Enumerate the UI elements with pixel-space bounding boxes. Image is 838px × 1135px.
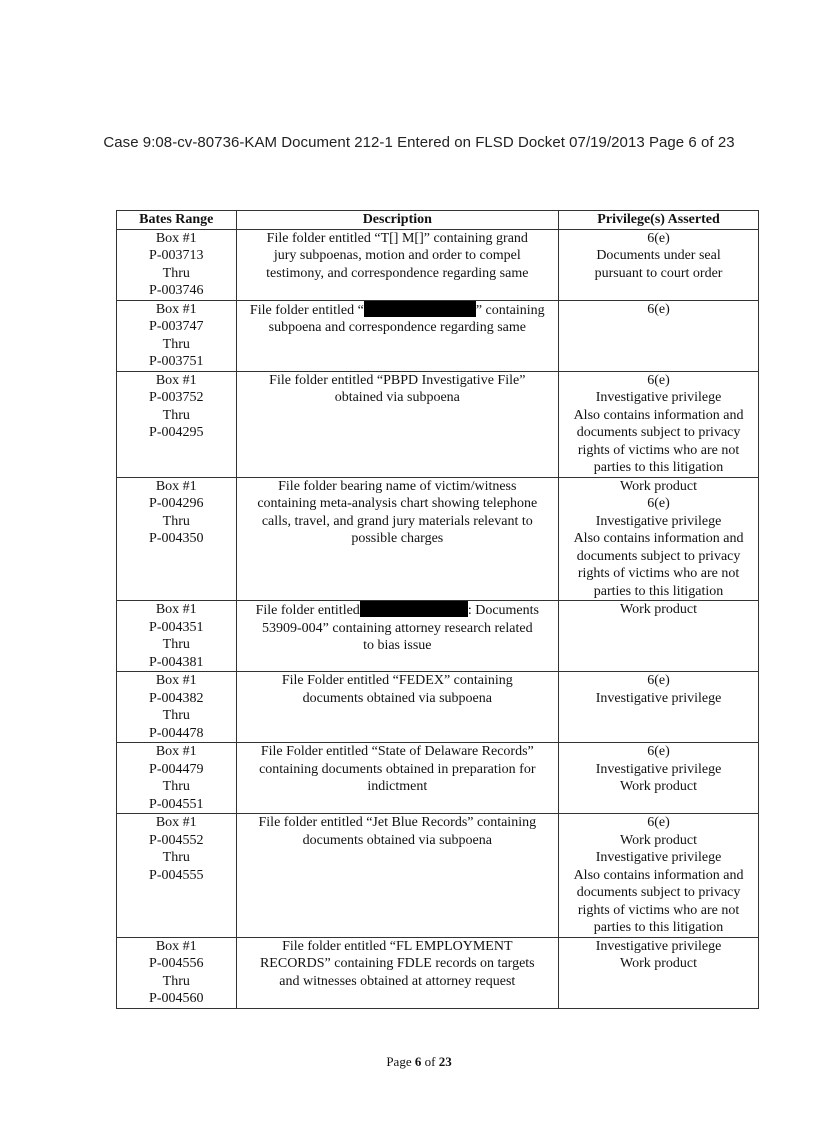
privilege-line: 6(e) [647,815,670,830]
privilege-line: rights of victims who are not [577,902,740,918]
privilege-line: parties to this litigation [593,460,724,475]
privilege-line: 6(e) [647,496,670,511]
description-line [240,301,556,320]
table-header-row [117,211,759,230]
bates-range-line: Box #1 [155,230,197,246]
bates-range-cell [117,229,237,300]
description-line: to bias issue [363,638,432,653]
bates-range-cell [117,743,237,814]
privilege-line: Investigative privilege [595,690,722,706]
description-line: containing meta-analysis chart showing telephone [257,496,538,511]
privilege-line: Work product [620,779,698,794]
description-line: obtained via subpoena [334,390,460,405]
column-header-description: Description [236,211,559,230]
bates-range-line: Box #1 [155,301,197,317]
bates-range-line: P-004381 [149,654,204,670]
description-line: documents obtained via subpoena [302,832,492,848]
privilege-cell [559,937,759,1008]
privilege-line: Investigative privilege [595,513,722,529]
column-header-bates-range: Bates Range [117,211,237,230]
footer-page-total: 23 [438,1054,452,1069]
privilege-line: 6(e) [647,301,670,317]
privilege-cell [559,814,759,938]
description-line: jury subpoenas, motion and order to compel [273,248,521,263]
privilege-line: rights of victims who are not [577,566,740,581]
footer-page-of: of [421,1054,439,1069]
description-line: testimony, and correspondence regarding same [266,265,529,281]
privilege-line: Also contains information and [573,407,744,423]
redaction-bar [364,301,476,317]
description-line: File folder entitled “FL EMPLOYMENT [282,938,513,954]
privilege-line: Investigative privilege [595,938,722,954]
bates-range-line: P-004295 [149,425,204,440]
privilege-cell [559,672,759,743]
bates-range-line: Thru [162,265,190,281]
table-row [117,672,759,743]
description-line: File folder entitled “Jet Blue Records” containing [258,815,537,830]
description-post-redaction: : Documents [467,603,539,618]
description-post-redaction: ” containing [475,302,545,318]
table-row [117,814,759,938]
bates-range-line: Thru [162,850,190,865]
privilege-line: pursuant to court order [594,265,723,281]
privilege-line: 6(e) [647,744,670,759]
privilege-line: documents subject to privacy [576,885,741,900]
bates-range-line: P-003752 [149,390,204,405]
bates-range-line: Box #1 [155,673,197,688]
privilege-line: 6(e) [647,673,670,688]
column-header-privileges: Privilege(s) Asserted [559,211,759,230]
description-line: File Folder entitled “State of Delaware Records” [260,744,534,759]
privilege-line: Investigative privilege [595,761,722,777]
privilege-cell [559,300,759,371]
description-line: calls, travel, and grand jury materials relevant to [261,513,533,529]
table-body [117,229,759,1008]
bates-range-cell [117,371,237,477]
bates-range-line: P-004351 [149,619,204,635]
page-footer [0,1054,838,1070]
description-line: subpoena and correspondence regarding same [268,320,526,335]
bates-range-line: Box #1 [155,938,197,954]
privilege-cell [559,477,759,601]
bates-range-cell [117,477,237,601]
description-pre-redaction: File folder entitled [255,603,360,618]
bates-range-cell [117,814,237,938]
privilege-line: Documents under seal [596,248,721,263]
bates-range-line: P-004556 [149,956,204,971]
description-line: File folder bearing name of victim/witness [278,478,517,494]
bates-range-line: Thru [162,407,190,423]
bates-range-cell [117,672,237,743]
privilege-line: documents subject to privacy [576,548,741,564]
description-cell [236,601,559,672]
bates-range-line: P-004555 [149,867,204,883]
redaction-bar [360,601,468,617]
privilege-cell [559,371,759,477]
bates-range-line: P-004382 [149,690,204,706]
description-line: documents obtained via subpoena [302,690,492,706]
bates-range-line: Box #1 [155,744,197,759]
description-line: 53909-004” containing attorney research related [262,620,533,636]
bates-range-line: P-003713 [149,248,204,263]
table-row [117,300,759,371]
bates-range-line: P-004296 [149,496,204,511]
privilege-line: Work product [620,602,698,617]
privilege-line: Work product [620,956,698,971]
privilege-line: documents subject to privacy [576,425,741,440]
description-cell [236,937,559,1008]
table-row [117,937,759,1008]
table-row [117,743,759,814]
footer-page-number: 6 [414,1054,422,1069]
bates-range-line: P-004551 [149,796,204,812]
privilege-line: 6(e) [647,372,670,388]
case-header: Case 9:08-cv-80736-KAM Document 212-1 Entered on FLSD Docket 07/19/2013 Page 6 of 23 [103,134,735,151]
footer-page-prefix: Page [386,1054,415,1069]
description-line: containing documents obtained in preparation for [259,761,536,777]
privilege-line: Investigative privilege [595,850,722,865]
description-line: File folder entitled “T[] M[]” containing grand [266,230,528,246]
bates-range-line: P-003746 [149,283,204,298]
bates-range-cell [117,300,237,371]
bates-range-line: P-003751 [149,354,204,369]
bates-range-line: P-004560 [149,991,204,1006]
bates-range-line: Thru [162,637,190,652]
bates-range-line: Box #1 [155,815,197,830]
bates-range-line: P-004552 [149,832,204,848]
description-pre-redaction: File folder entitled “ [249,302,364,318]
description-cell [236,229,559,300]
description-line [240,601,556,620]
description-line: File Folder entitled “FEDEX” containing [281,673,513,688]
description-cell [236,672,559,743]
bates-range-line: P-004350 [149,531,204,546]
bates-range-line: P-004478 [149,725,204,741]
table-row [117,229,759,300]
bates-range-cell [117,937,237,1008]
table-row [117,601,759,672]
privilege-line: rights of victims who are not [577,442,740,458]
privilege-cell [559,743,759,814]
bates-range-line: Box #1 [155,602,197,617]
description-cell [236,477,559,601]
privilege-cell [559,601,759,672]
table-row [117,371,759,477]
bates-range-line: Box #1 [155,478,197,494]
privilege-log-table [116,210,759,1009]
description-line: File folder entitled “PBPD Investigative File” [269,372,526,388]
bates-range-line: Thru [162,973,190,989]
description-cell [236,300,559,371]
privilege-line: Work product [620,478,698,494]
bates-range-line: Thru [162,336,190,352]
description-line: possible charges [351,531,444,546]
bates-range-line: Thru [162,513,190,529]
privilege-line: parties to this litigation [593,583,724,599]
privilege-line: Investigative privilege [595,390,722,405]
privilege-line: Also contains information and [573,531,744,546]
privilege-line: 6(e) [647,230,670,246]
description-line: and witnesses obtained at attorney request [279,973,516,989]
bates-range-line: Thru [162,779,190,794]
bates-range-line: P-004479 [149,761,204,777]
bates-range-line: P-003747 [149,319,204,334]
bates-range-line: Box #1 [155,372,197,388]
description-cell [236,743,559,814]
privilege-cell [559,229,759,300]
bates-range-cell [117,601,237,672]
table-row [117,477,759,601]
privilege-line: Work product [620,832,698,848]
privilege-line: parties to this litigation [593,920,724,935]
description-line: RECORDS” containing FDLE records on targets [259,956,535,971]
bates-range-line: Thru [162,708,190,723]
description-line: indictment [367,779,428,794]
privilege-line: Also contains information and [573,867,744,883]
description-cell [236,371,559,477]
description-cell [236,814,559,938]
